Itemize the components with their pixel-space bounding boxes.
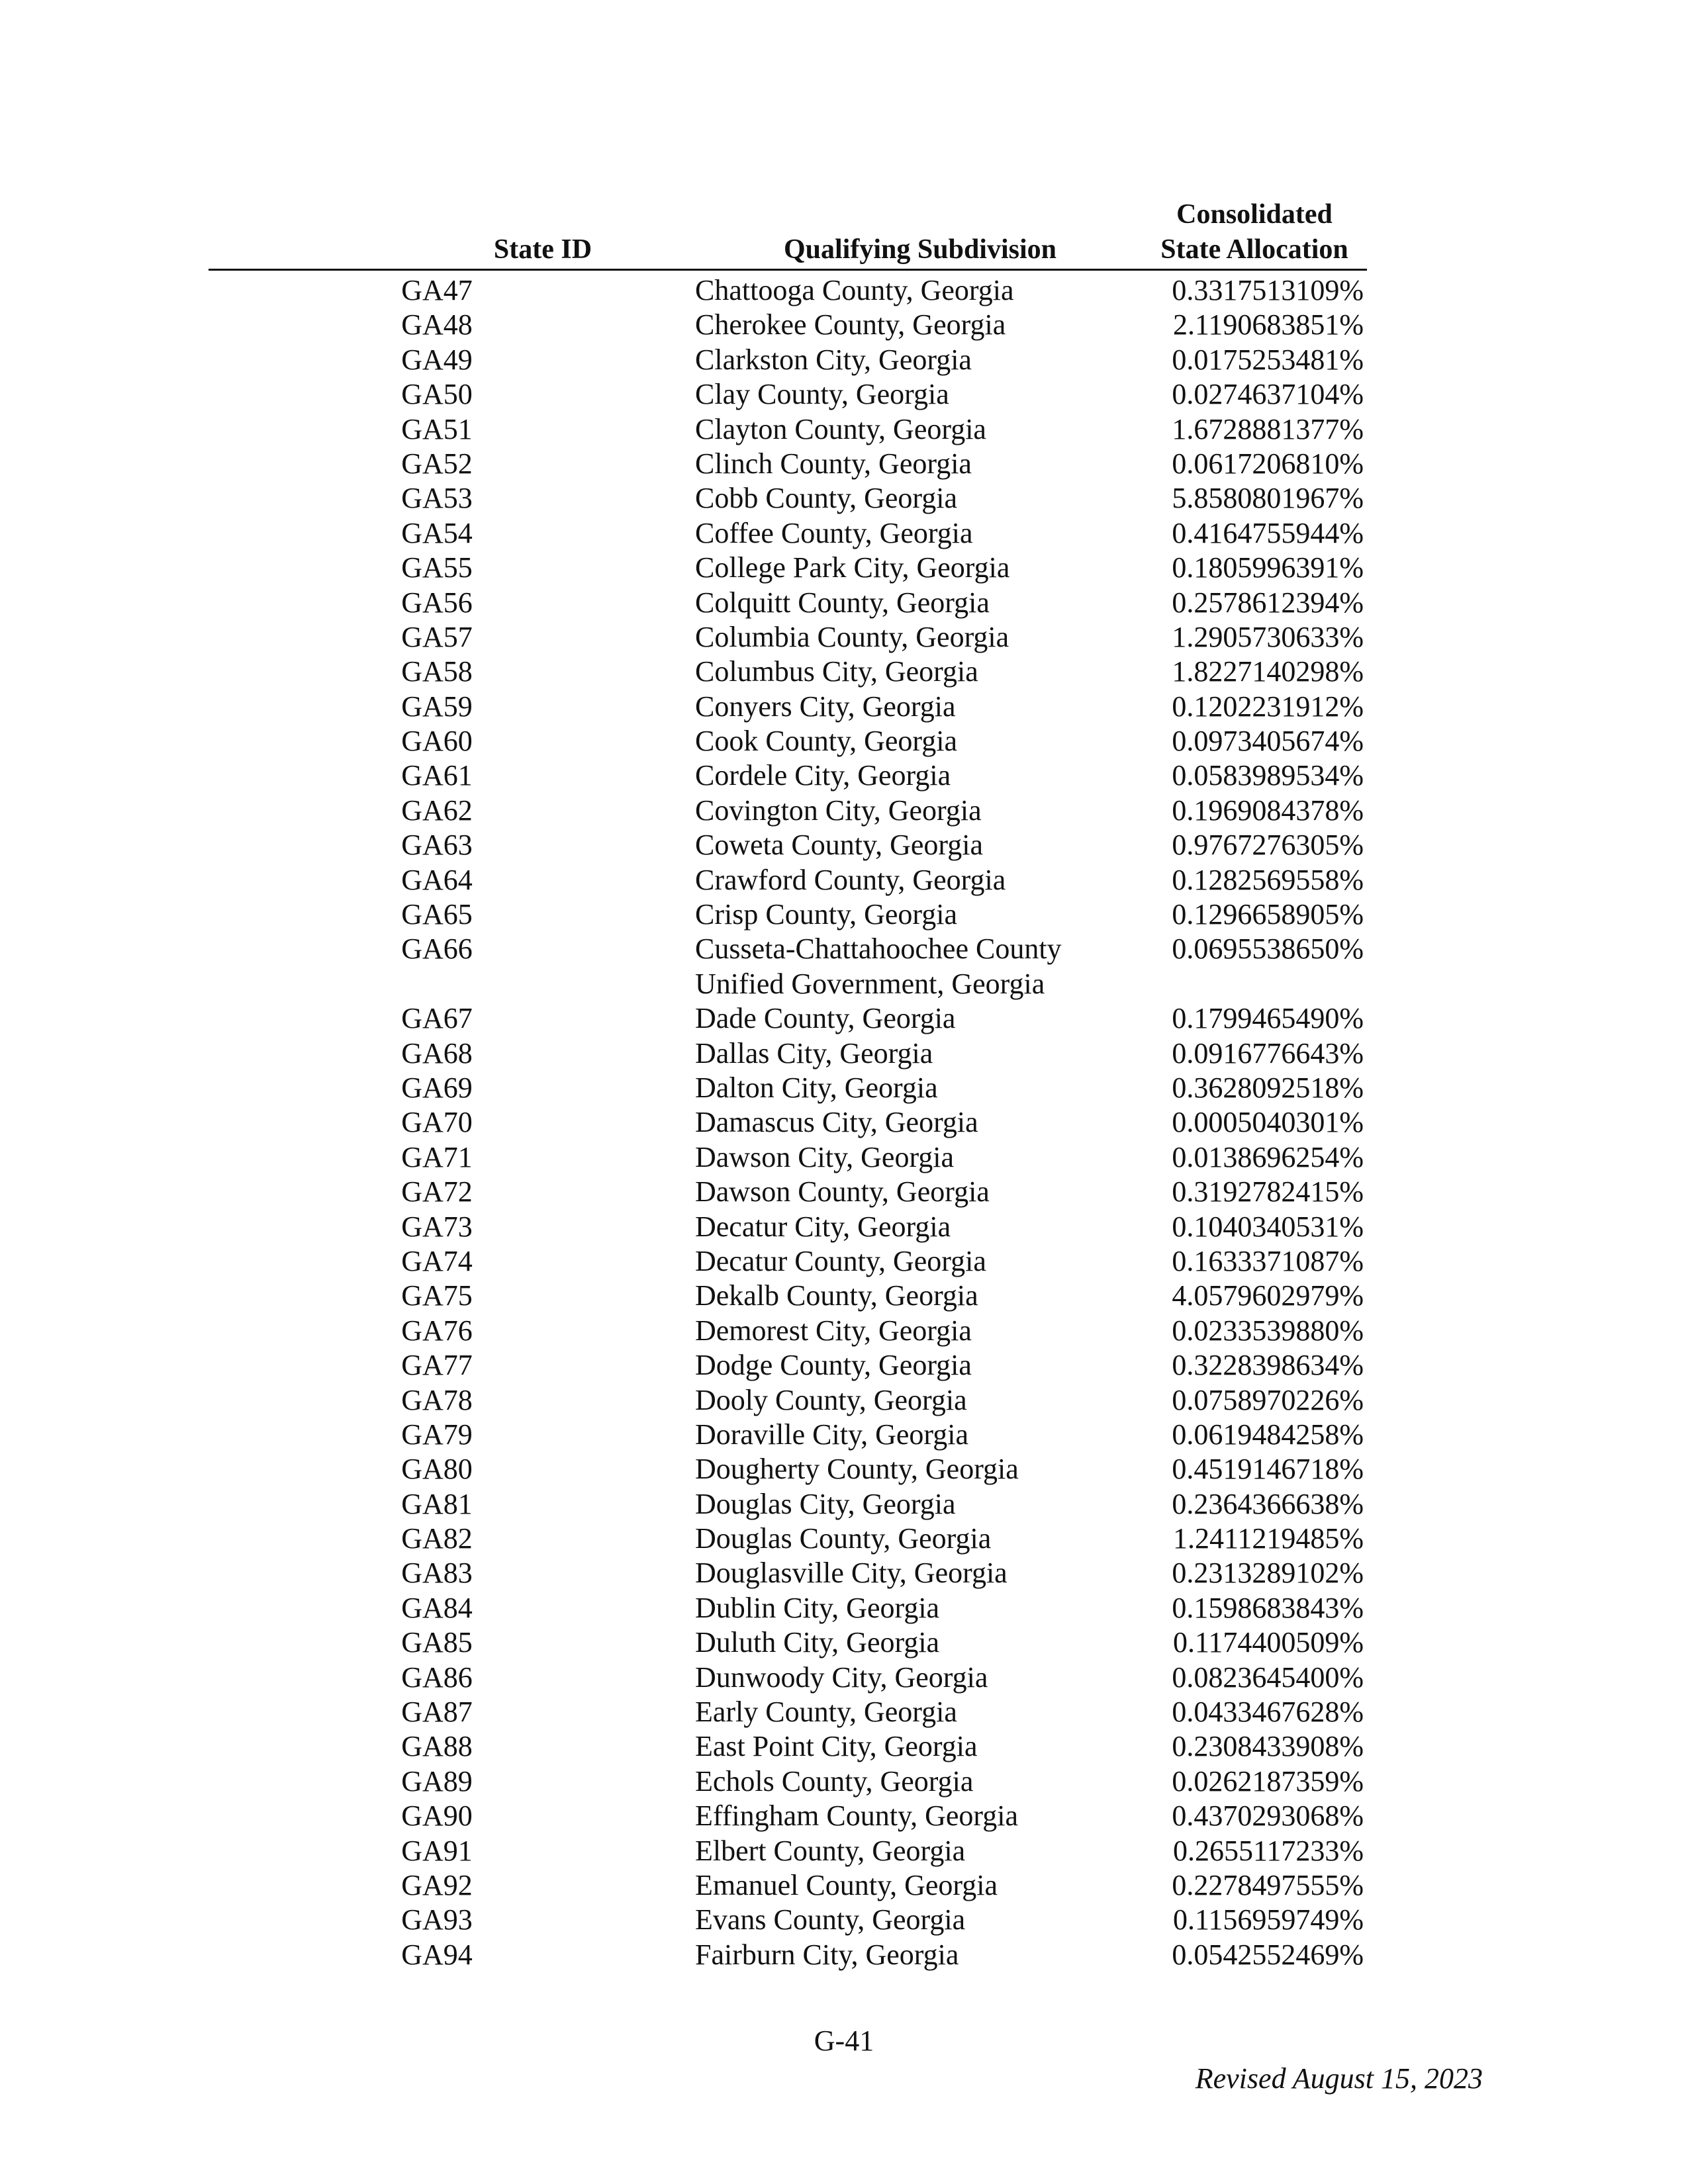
state-id-cell: GA93 [401, 1903, 473, 1936]
table-row [0, 412, 1688, 447]
subdivision-cell: Dalton City, Georgia [695, 1071, 938, 1104]
table-row [0, 308, 1688, 342]
allocation-cell: 0.0916776643% [1172, 1036, 1364, 1069]
subdivision-cell: Dekalb County, Georgia [695, 1279, 978, 1312]
header-qualifying-subdivision: Qualifying Subdivision [783, 234, 1057, 265]
table-row [0, 1661, 1688, 1695]
subdivision-cell: Cusseta-Chattahoochee County Unified Government, Georgia [695, 933, 1062, 1000]
subdivision-cell: Early County, Georgia [695, 1696, 957, 1729]
allocation-cell: 1.8227140298% [1172, 655, 1364, 688]
subdivision-cell: Cook County, Georgia [695, 725, 957, 758]
subdivision-cell: Dallas City, Georgia [695, 1036, 933, 1069]
table-row [0, 620, 1688, 655]
state-id-cell: GA77 [401, 1349, 473, 1382]
subdivision-cell: Fairburn City, Georgia [695, 1938, 959, 1971]
allocation-cell: 0.0973405674% [1172, 725, 1364, 758]
allocation-cell: 0.0823645400% [1172, 1661, 1364, 1694]
subdivision-cell: Dublin City, Georgia [695, 1591, 940, 1624]
state-id-cell: GA89 [401, 1764, 473, 1797]
subdivision-cell: Dunwoody City, Georgia [695, 1661, 988, 1694]
table-row [0, 1418, 1688, 1452]
state-id-cell: GA67 [401, 1002, 473, 1035]
allocation-cell: 2.1190683851% [1172, 308, 1364, 341]
state-id-cell: GA74 [401, 1244, 473, 1277]
allocation-cell: 0.3192782415% [1172, 1175, 1364, 1208]
allocation-cell: 0.4519146718% [1172, 1453, 1364, 1486]
table-row [0, 690, 1688, 724]
subdivision-cell: Dawson City, Georgia [695, 1140, 955, 1173]
subdivision-cell: Dooly County, Georgia [695, 1383, 967, 1416]
allocation-cell: 0.4164755944% [1172, 516, 1364, 549]
state-id-cell: GA68 [401, 1036, 473, 1069]
allocation-cell: 0.0758970226% [1172, 1383, 1364, 1416]
table-row [0, 1140, 1688, 1175]
state-id-cell: GA61 [401, 759, 473, 792]
table-row [0, 724, 1688, 758]
allocation-cell: 0.2308433908% [1172, 1730, 1364, 1763]
allocation-cell: 0.1598683843% [1172, 1591, 1364, 1624]
allocation-cell: 0.0619484258% [1172, 1418, 1364, 1451]
table-row [0, 1036, 1688, 1071]
allocation-cell: 1.6728881377% [1172, 412, 1364, 445]
state-id-cell: GA59 [401, 690, 473, 723]
header-rule-allocation [1149, 269, 1367, 271]
header-allocation-line2: State Allocation [1160, 234, 1348, 265]
subdivision-cell: Decatur County, Georgia [695, 1244, 986, 1277]
allocation-cell: 0.1296658905% [1172, 898, 1364, 931]
allocation-cell: 0.0274637104% [1172, 378, 1364, 411]
allocation-cell: 0.4370293068% [1172, 1799, 1364, 1833]
state-id-cell: GA82 [401, 1522, 473, 1555]
table-row [0, 481, 1688, 516]
table-row [0, 897, 1688, 932]
state-id-cell: GA86 [401, 1661, 473, 1694]
state-id-cell: GA48 [401, 308, 473, 341]
table-row [0, 1591, 1688, 1625]
table-row [0, 1834, 1688, 1868]
subdivision-cell: College Park City, Georgia [695, 551, 1010, 584]
table-row [0, 343, 1688, 377]
header-state-id: State ID [493, 234, 592, 265]
subdivision-cell: Clay County, Georgia [695, 378, 949, 411]
state-id-cell: GA92 [401, 1868, 473, 1901]
subdivision-cell: Duluth City, Georgia [695, 1626, 940, 1659]
allocation-cell: 1.2411219485% [1172, 1522, 1364, 1555]
state-id-cell: GA83 [401, 1557, 473, 1590]
subdivision-cell: Elbert County, Georgia [695, 1834, 966, 1867]
table-row [0, 1799, 1688, 1833]
table-row [0, 1348, 1688, 1383]
allocation-cell: 0.0433467628% [1172, 1696, 1364, 1729]
state-id-cell: GA64 [401, 863, 473, 896]
subdivision-cell: Douglas City, Georgia [695, 1487, 956, 1520]
allocation-cell: 0.1040340531% [1172, 1210, 1364, 1243]
state-id-cell: GA79 [401, 1418, 473, 1451]
table-row [0, 1938, 1688, 1972]
subdivision-cell: Cordele City, Georgia [695, 759, 951, 792]
table-row [0, 794, 1688, 828]
table-row [0, 1175, 1688, 1209]
subdivision-cell: Clayton County, Georgia [695, 412, 986, 445]
allocation-cell: 1.2905730633% [1172, 620, 1364, 653]
state-id-cell: GA62 [401, 794, 473, 827]
allocation-cell: 0.0583989534% [1172, 759, 1364, 792]
allocation-cell: 0.3228398634% [1172, 1349, 1364, 1382]
allocation-table-body [0, 273, 1688, 1972]
state-id-cell: GA58 [401, 655, 473, 688]
allocation-cell: 0.0138696254% [1172, 1140, 1364, 1173]
table-row [0, 828, 1688, 862]
table-row [0, 1903, 1688, 1937]
table-row [0, 1556, 1688, 1590]
state-id-cell: GA84 [401, 1591, 473, 1624]
state-id-cell: GA50 [401, 378, 473, 411]
table-row [0, 932, 1688, 1001]
subdivision-cell: Evans County, Georgia [695, 1903, 966, 1936]
state-id-cell: GA53 [401, 482, 473, 515]
page-number: G-41 [814, 2025, 874, 2057]
state-id-cell: GA60 [401, 725, 473, 758]
allocation-cell: 0.9767276305% [1172, 829, 1364, 862]
subdivision-cell: Coweta County, Georgia [695, 829, 984, 862]
state-id-cell: GA65 [401, 898, 473, 931]
table-row [0, 1105, 1688, 1140]
state-id-cell: GA87 [401, 1696, 473, 1729]
subdivision-cell: Dawson County, Georgia [695, 1175, 990, 1208]
state-id-cell: GA90 [401, 1799, 473, 1833]
table-row [0, 1314, 1688, 1348]
allocation-cell: 4.0579602979% [1172, 1279, 1364, 1312]
allocation-cell: 0.2578612394% [1172, 586, 1364, 619]
table-row [0, 1279, 1688, 1313]
allocation-cell: 0.3317513109% [1172, 274, 1364, 306]
subdivision-cell: Chattooga County, Georgia [695, 274, 1014, 306]
table-row [0, 1625, 1688, 1660]
table-row [0, 1001, 1688, 1036]
subdivision-cell: Clarkston City, Georgia [695, 343, 972, 376]
subdivision-cell: Crisp County, Georgia [695, 898, 957, 931]
subdivision-cell: Emanuel County, Georgia [695, 1868, 998, 1901]
allocation-cell: 0.1174400509% [1172, 1626, 1364, 1659]
revision-date: Revised August 15, 2023 [1195, 2062, 1483, 2095]
allocation-cell: 0.0262187359% [1172, 1764, 1364, 1797]
allocation-cell: 0.2278497555% [1172, 1868, 1364, 1901]
table-row [0, 1210, 1688, 1244]
table-row [0, 1487, 1688, 1522]
table-row [0, 863, 1688, 897]
subdivision-cell: Conyers City, Georgia [695, 690, 956, 723]
subdivision-cell: Dodge County, Georgia [695, 1349, 972, 1382]
subdivision-cell: Cherokee County, Georgia [695, 308, 1006, 341]
state-id-cell: GA88 [401, 1730, 473, 1763]
table-row [0, 1695, 1688, 1729]
state-id-cell: GA57 [401, 620, 473, 653]
allocation-cell: 0.1282569558% [1172, 863, 1364, 896]
subdivision-cell: Doraville City, Georgia [695, 1418, 969, 1451]
allocation-cell: 5.8580801967% [1172, 482, 1364, 515]
allocation-cell: 0.1156959749% [1172, 1903, 1364, 1936]
table-row [0, 758, 1688, 793]
state-id-cell: GA69 [401, 1071, 473, 1104]
header-rule-subdivision [688, 269, 1152, 271]
table-row [0, 1244, 1688, 1279]
subdivision-cell: Columbus City, Georgia [695, 655, 978, 688]
subdivision-cell: Douglas County, Georgia [695, 1522, 992, 1555]
table-row [0, 586, 1688, 620]
allocation-cell: 0.0005040301% [1172, 1106, 1364, 1139]
allocation-cell: 0.0233539880% [1172, 1314, 1364, 1347]
table-row [0, 551, 1688, 585]
allocation-cell: 0.1799465490% [1172, 1002, 1364, 1035]
subdivision-cell: Cobb County, Georgia [695, 482, 957, 515]
state-id-cell: GA75 [401, 1279, 473, 1312]
allocation-cell: 0.0175253481% [1172, 343, 1364, 376]
subdivision-cell: Covington City, Georgia [695, 794, 982, 827]
table-row [0, 1522, 1688, 1556]
state-id-cell: GA94 [401, 1938, 473, 1971]
state-id-cell: GA85 [401, 1626, 473, 1659]
allocation-cell: 0.3628092518% [1172, 1071, 1364, 1104]
subdivision-cell: Coffee County, Georgia [695, 516, 973, 549]
subdivision-cell: Crawford County, Georgia [695, 863, 1006, 896]
subdivision-cell: Demorest City, Georgia [695, 1314, 972, 1347]
state-id-cell: GA54 [401, 516, 473, 549]
allocation-cell: 0.0695538650% [1172, 933, 1364, 966]
state-id-cell: GA66 [401, 933, 473, 966]
state-id-cell: GA73 [401, 1210, 473, 1243]
table-row [0, 1452, 1688, 1486]
subdivision-cell: Decatur City, Georgia [695, 1210, 951, 1243]
subdivision-cell: Dade County, Georgia [695, 1002, 956, 1035]
state-id-cell: GA80 [401, 1453, 473, 1486]
table-row [0, 377, 1688, 412]
table-row [0, 1729, 1688, 1764]
table-row [0, 1764, 1688, 1799]
subdivision-cell: Colquitt County, Georgia [695, 586, 990, 619]
allocation-cell: 0.1202231912% [1172, 690, 1364, 723]
table-row [0, 516, 1688, 551]
table-row [0, 1868, 1688, 1903]
allocation-cell: 0.1633371087% [1172, 1244, 1364, 1277]
subdivision-cell: Clinch County, Georgia [695, 447, 972, 480]
state-id-cell: GA71 [401, 1140, 473, 1173]
subdivision-cell: Douglasville City, Georgia [695, 1557, 1008, 1590]
allocation-cell: 0.1969084378% [1172, 794, 1364, 827]
allocation-cell: 0.0617206810% [1172, 447, 1364, 480]
subdivision-cell: Dougherty County, Georgia [695, 1453, 1019, 1486]
table-row [0, 1383, 1688, 1418]
allocation-cell: 0.2313289102% [1172, 1557, 1364, 1590]
state-id-cell: GA91 [401, 1834, 473, 1867]
state-id-cell: GA78 [401, 1383, 473, 1416]
subdivision-cell: Effingham County, Georgia [695, 1799, 1018, 1833]
allocation-cell: 0.2364366638% [1172, 1487, 1364, 1520]
state-id-cell: GA51 [401, 412, 473, 445]
state-id-cell: GA55 [401, 551, 473, 584]
state-id-cell: GA70 [401, 1106, 473, 1139]
subdivision-cell: Damascus City, Georgia [695, 1106, 978, 1139]
subdivision-cell: East Point City, Georgia [695, 1730, 978, 1763]
allocation-cell: 0.2655117233% [1172, 1834, 1364, 1867]
state-id-cell: GA72 [401, 1175, 473, 1208]
state-id-cell: GA49 [401, 343, 473, 376]
header-allocation-line1: Consolidated [1176, 199, 1333, 230]
table-row [0, 1071, 1688, 1105]
state-id-cell: GA56 [401, 586, 473, 619]
allocation-cell: 0.0542552469% [1172, 1938, 1364, 1971]
state-id-cell: GA63 [401, 829, 473, 862]
subdivision-cell: Columbia County, Georgia [695, 620, 1009, 653]
table-row [0, 655, 1688, 689]
subdivision-cell: Echols County, Georgia [695, 1764, 974, 1797]
table-row [0, 447, 1688, 481]
state-id-cell: GA76 [401, 1314, 473, 1347]
allocation-cell: 0.1805996391% [1172, 551, 1364, 584]
table-row [0, 273, 1688, 308]
state-id-cell: GA47 [401, 274, 473, 306]
state-id-cell: GA81 [401, 1487, 473, 1520]
state-id-cell: GA52 [401, 447, 473, 480]
